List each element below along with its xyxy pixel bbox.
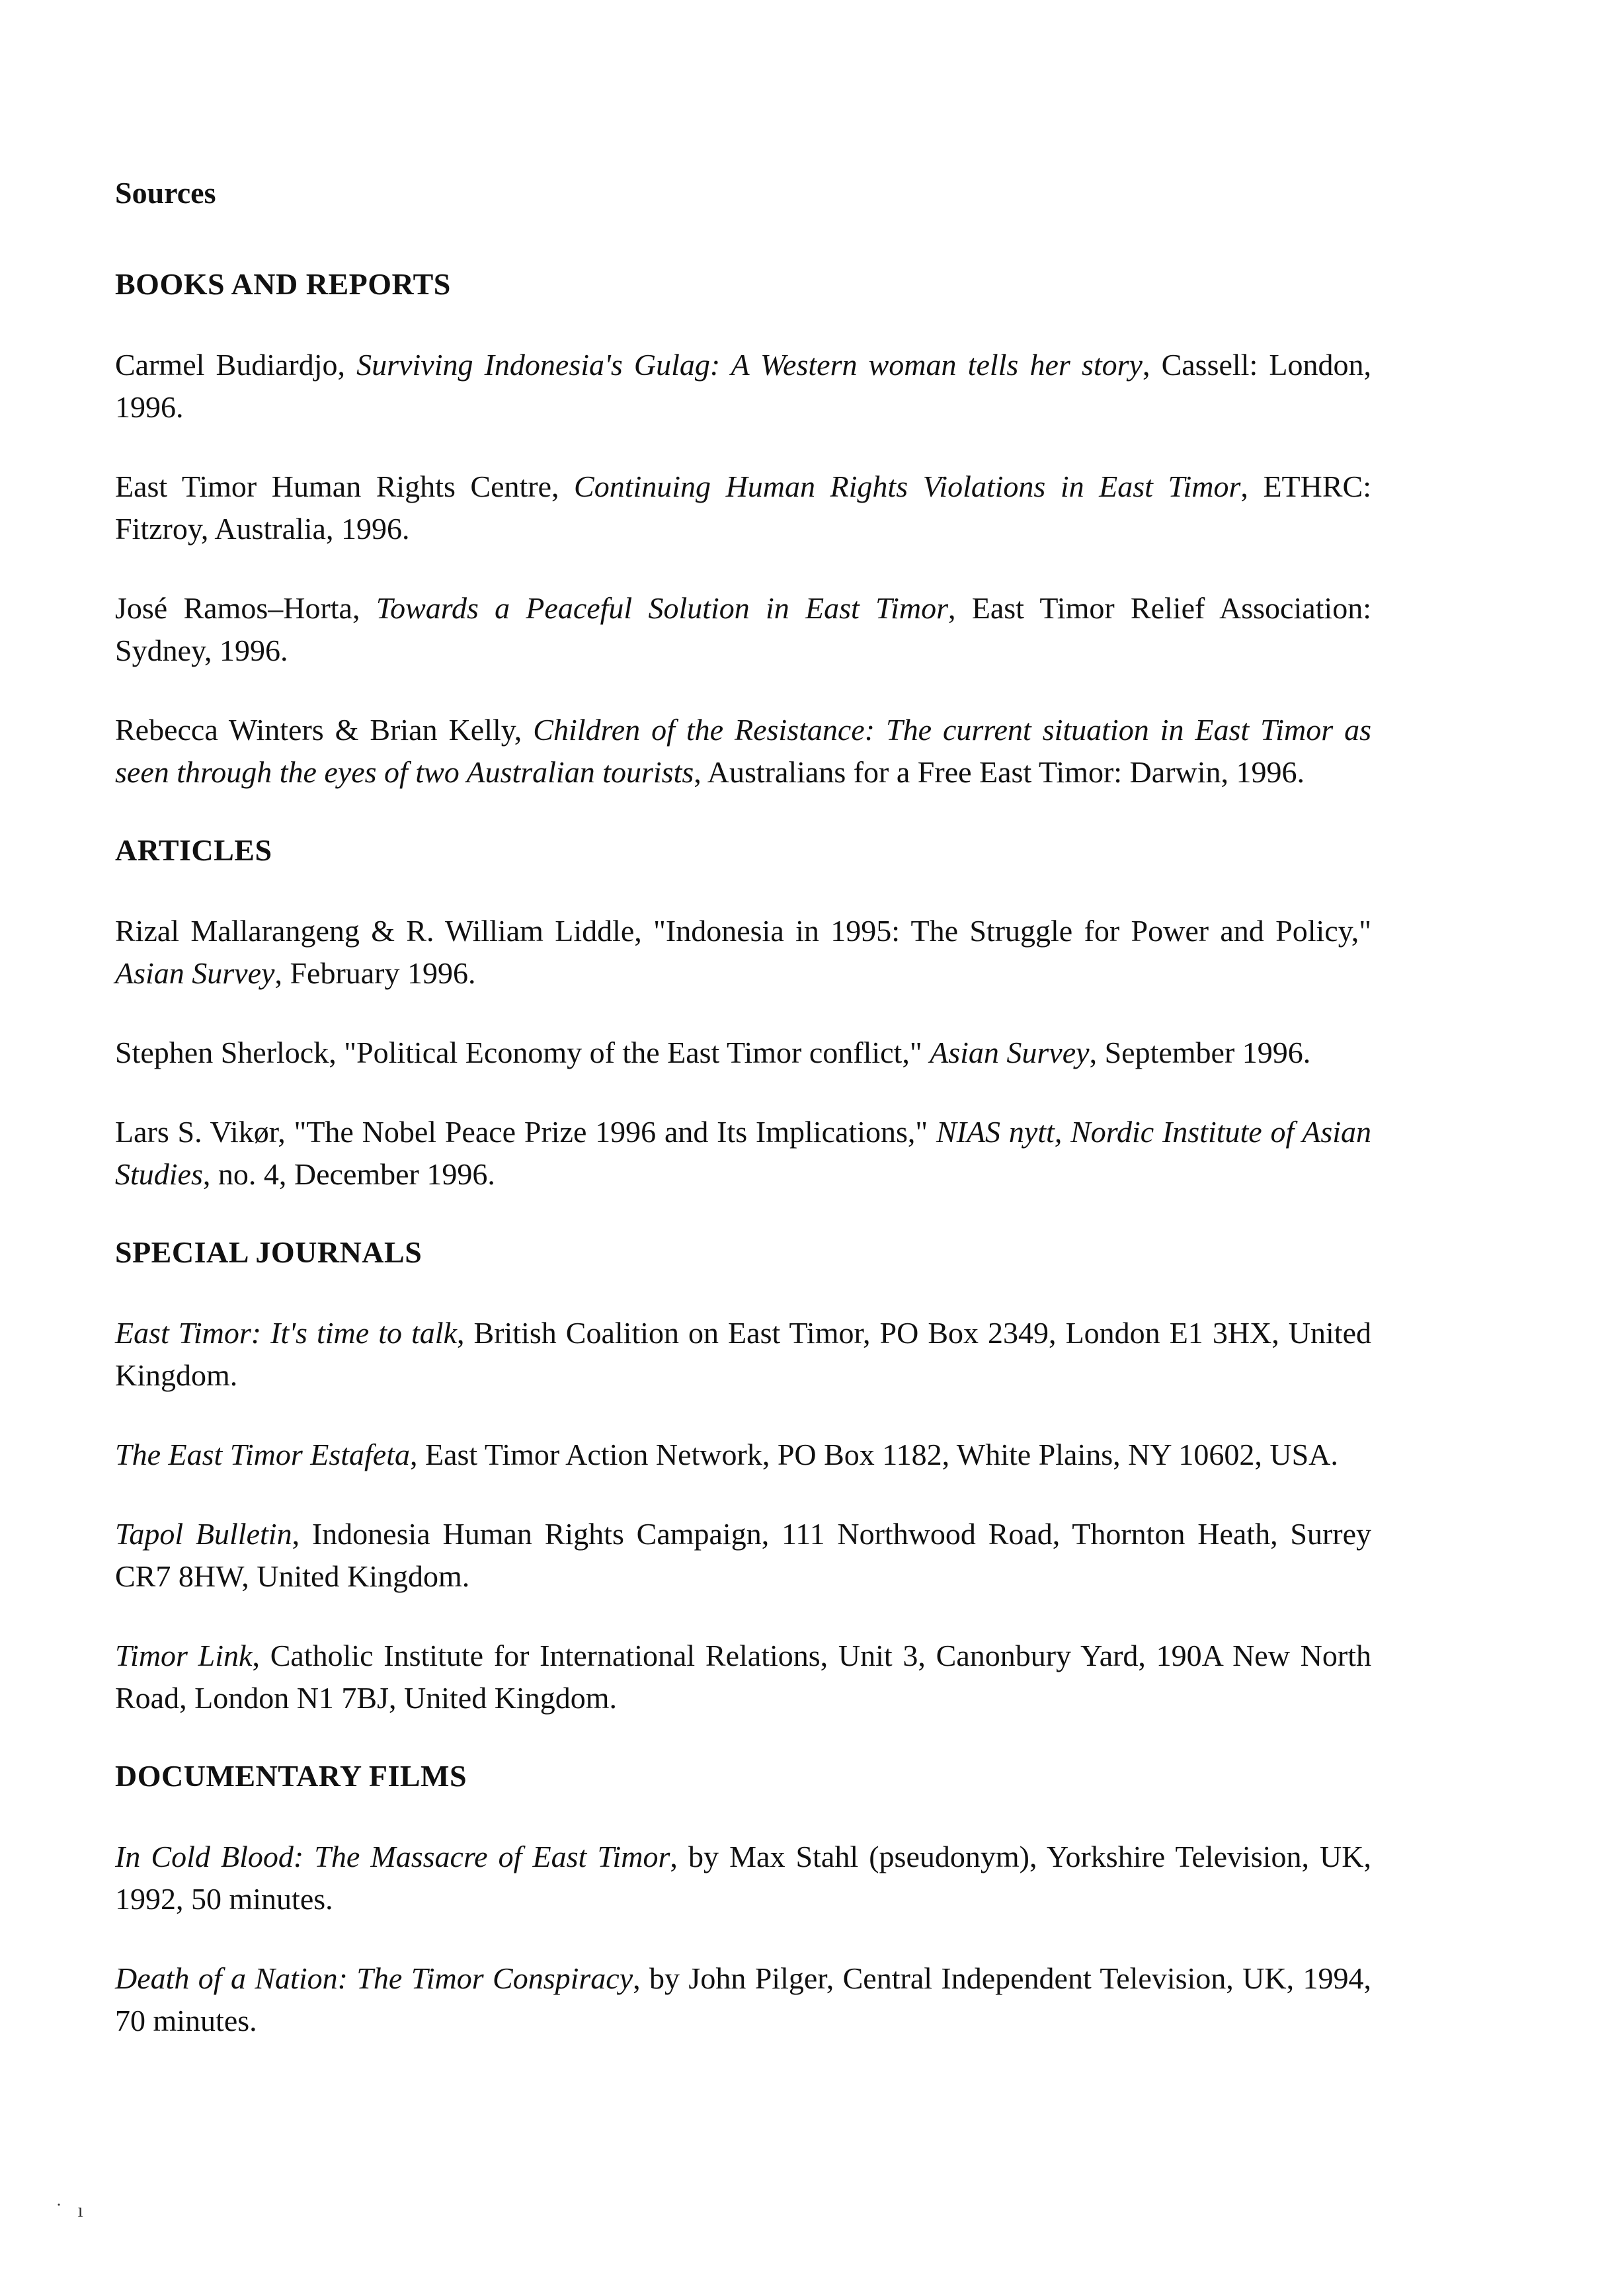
section-books-and-reports xyxy=(115,265,1371,794)
sources-page xyxy=(115,173,1371,2079)
source-entry: José Ramos–Horta, Towards a Peaceful Solution in East Timor, East Timor Relief Association: Sydney, 1996. xyxy=(115,591,1371,667)
source-entry: Death of a Nation: The Timor Conspiracy, by John Pilger, Central Independent Television, UK, 1994, 70 minutes. xyxy=(115,1961,1371,2037)
source-entry: Timor Link, Catholic Institute for International Relations, Unit 3, Canonbury Yard, 190A New North Road, London N1 7BJ, United Kingdom. xyxy=(115,1639,1371,1715)
section-heading: BOOKS AND REPORTS xyxy=(115,267,451,301)
entry-title: Children of the Resistance: The current situation in East Timor as seen through the eyes of two Australian tourists xyxy=(115,713,1371,789)
entry-title: East Timor: It's time to talk xyxy=(115,1316,457,1350)
entry-title: Death of a Nation: The Timor Conspiracy xyxy=(115,1961,633,1995)
entry-title: In Cold Blood: The Massacre of East Timor xyxy=(115,1840,670,1873)
section-heading: DOCUMENTARY FILMS xyxy=(115,1759,467,1793)
source-entry: East Timor: It's time to talk, British Coalition on East Timor, PO Box 2349, London E1 3HX, United Kingdom. xyxy=(115,1316,1371,1392)
page-title: Sources xyxy=(115,176,216,210)
source-entry: Stephen Sherlock, "Political Economy of the East Timor conflict," Asian Survey, September 1996. xyxy=(115,1036,1311,1069)
source-entry: Rebecca Winters & Brian Kelly, Children of the Resistance: The current situation in East Timor as seen through the eyes of two Australian tourists, Australians for a Free East Timor: Darwin, 1996. xyxy=(115,713,1371,789)
source-entry: In Cold Blood: The Massacre of East Timor, by Max Stahl (pseudonym), Yorkshire Television, UK, 1992, 50 minutes. xyxy=(115,1840,1371,1916)
section-documentary-films xyxy=(115,1756,1371,2042)
source-entry: The East Timor Estafeta, East Timor Action Network, PO Box 1182, White Plains, NY 10602, USA. xyxy=(115,1438,1338,1471)
entry-title: Asian Survey xyxy=(930,1036,1090,1069)
entry-title: Tapol Bulletin xyxy=(115,1517,292,1551)
source-entry: Tapol Bulletin, Indonesia Human Rights Campaign, 111 Northwood Road, Thornton Heath, Surrey CR7 8HW, United Kingdom. xyxy=(115,1517,1372,1593)
entry-title: Continuing Human Rights Violations in East Timor xyxy=(574,470,1241,503)
section-heading: SPECIAL JOURNALS xyxy=(115,1235,422,1269)
section-articles xyxy=(115,831,1371,1196)
entry-title: Towards a Peaceful Solution in East Timor xyxy=(376,591,948,625)
section-heading: ARTICLES xyxy=(115,833,272,867)
entry-title: The East Timor Estafeta xyxy=(115,1438,410,1471)
footer-mark: ˙ ı xyxy=(56,2199,89,2221)
source-entry: Lars S. Vikør, "The Nobel Peace Prize 1996 and Its Implications," NIAS nytt, Nordic Institute of Asian Studies, no. 4, December 1996. xyxy=(115,1115,1372,1191)
source-entry: Rizal Mallarangeng & R. William Liddle, "Indonesia in 1995: The Struggle for Power and Policy," Asian Survey, February 1996. xyxy=(115,914,1371,990)
entry-title: Timor Link xyxy=(115,1639,253,1672)
source-entry: Carmel Budiardjo, Surviving Indonesia's Gulag: A Western woman tells her story, Cassell: London, 1996. xyxy=(115,348,1371,424)
source-entry: East Timor Human Rights Centre, Continuing Human Rights Violations in East Timor, ETHRC: Fitzroy, Australia, 1996. xyxy=(115,470,1372,546)
entry-title: Asian Survey xyxy=(115,956,275,990)
section-special-journals xyxy=(115,1233,1371,1719)
entry-title: Surviving Indonesia's Gulag: A Western woman tells her story xyxy=(356,348,1143,382)
entry-title: NIAS nytt, Nordic Institute of Asian Studies xyxy=(115,1115,1372,1191)
